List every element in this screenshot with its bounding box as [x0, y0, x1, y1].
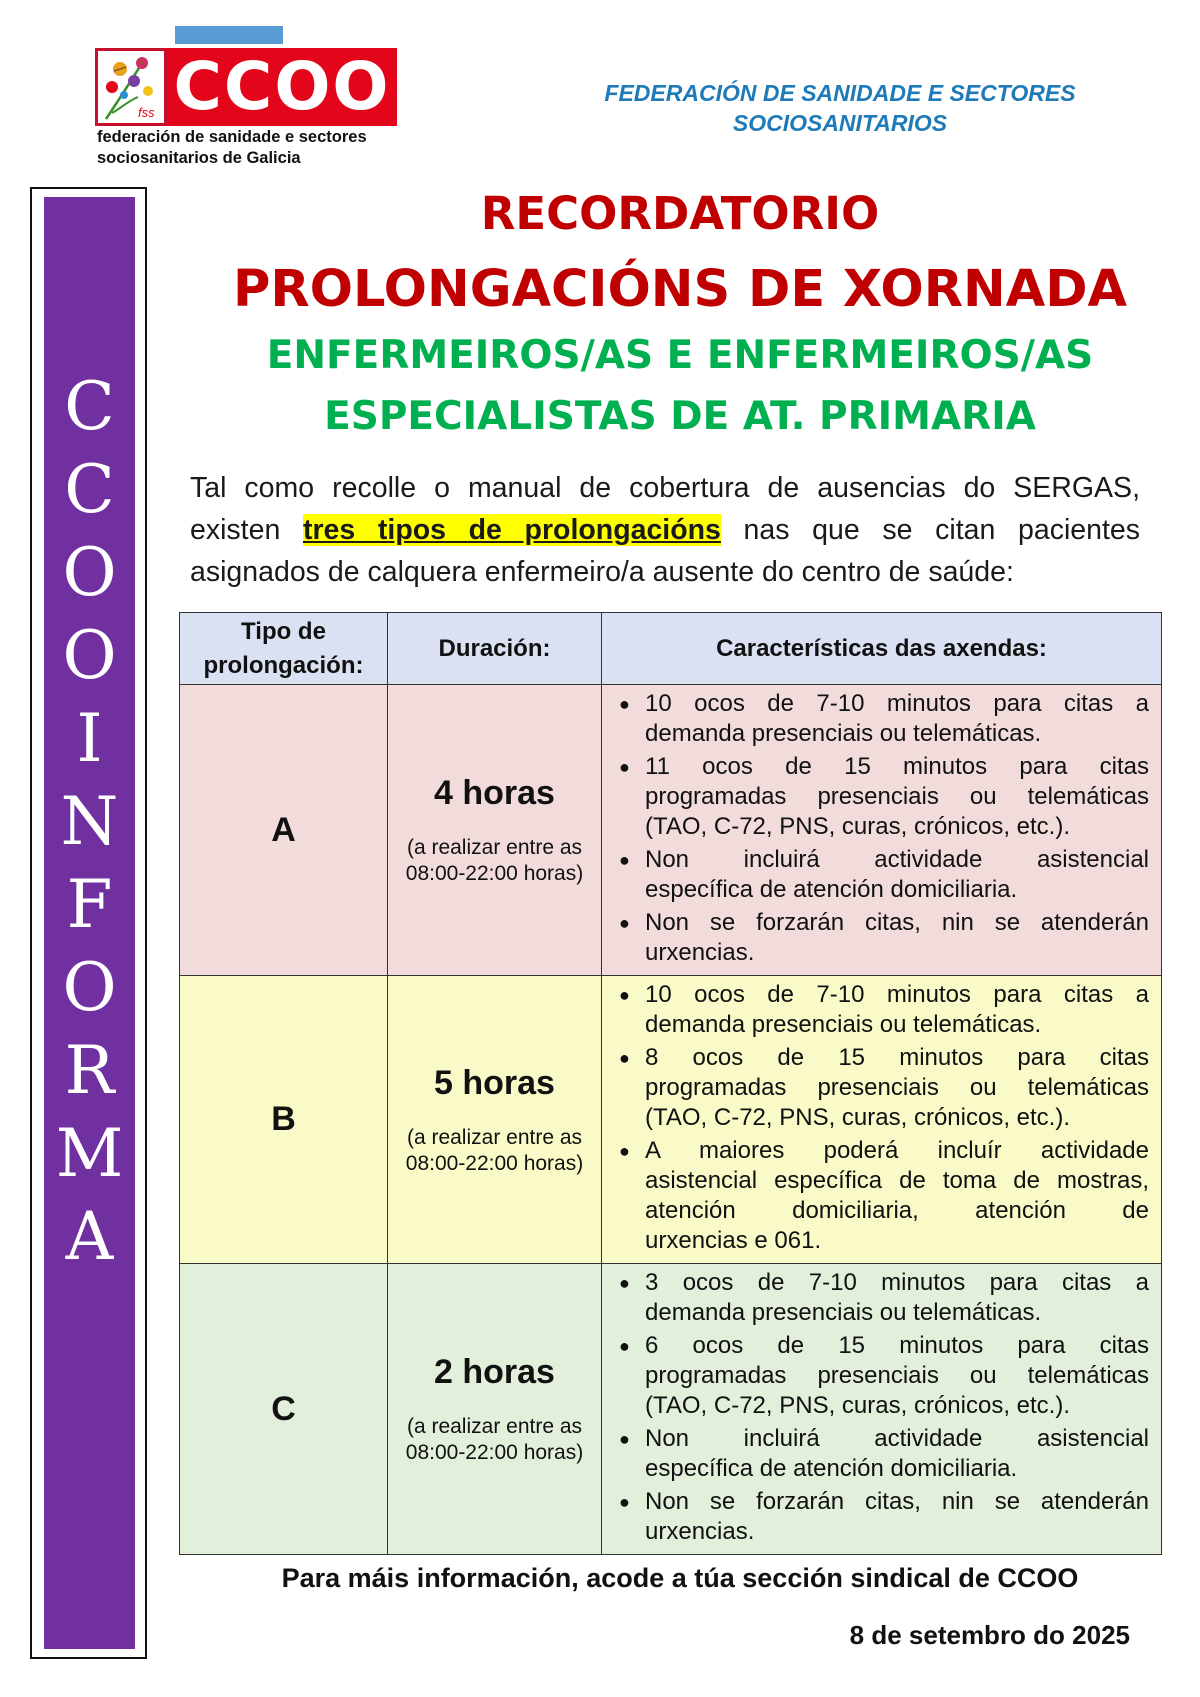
- side-letter: C: [64, 368, 115, 445]
- header-tipo: Tipo de prolongación:: [180, 613, 388, 685]
- cell-caracteristicas: [602, 1264, 1162, 1555]
- bullet-icon: ●: [619, 1336, 630, 1356]
- list-item-line: atención domiciliaria, atención de: [645, 1197, 1149, 1224]
- list-item: [610, 1136, 1149, 1256]
- federation-name: FEDERACIÓN DE SANIDADE E SECTORES SOCIOSANITARIOS: [604, 80, 1076, 136]
- list-item: [610, 1424, 1149, 1484]
- side-letter: O: [62, 534, 117, 611]
- list-item-line: 11 ocos de 15 minutos para citas: [645, 753, 1149, 780]
- list-item-line: (TAO, C-72, PNS, curas, crónicos, etc.).: [645, 813, 1070, 840]
- list-item-line: 6 ocos de 15 minutos para citas: [645, 1332, 1149, 1359]
- caracteristicas-list: [610, 980, 1149, 1256]
- logo-caption: federación de sanidade e sectores sociosanitarios de Galicia: [97, 128, 367, 167]
- list-item-line: 8 ocos de 15 minutos para citas: [645, 1044, 1149, 1071]
- cell-duracion: [388, 685, 602, 976]
- list-item-line: programadas presenciais ou telemáticas: [645, 1074, 1149, 1101]
- prolongation-table: [179, 612, 1162, 1555]
- bullet-icon: ●: [619, 1048, 630, 1068]
- list-item-line: urxencias.: [645, 939, 755, 966]
- list-item-line: programadas presenciais ou telemáticas: [645, 783, 1149, 810]
- subtitle-enfermeiros: ENFERMEIROS/AS E ENFERMEIROS/AS: [266, 333, 1094, 378]
- list-item-line: específica de atención domiciliaria.: [645, 876, 1018, 903]
- subtitle-especialistas: ESPECIALISTAS DE AT. PRIMARIA: [324, 394, 1036, 439]
- table-row: [180, 685, 1162, 976]
- bullet-icon: ●: [619, 985, 630, 1005]
- bullet-icon: ●: [619, 694, 630, 714]
- bullet-icon: ●: [619, 850, 630, 870]
- bullet-icon: ●: [619, 1492, 630, 1512]
- duracion-note: (a realizar entre as 08:00-22:00 horas): [405, 836, 584, 885]
- side-letter: F: [66, 866, 113, 943]
- header-caracteristicas: Características das axendas:: [602, 613, 1162, 685]
- cell-caracteristicas: [602, 976, 1162, 1264]
- side-letter: A: [65, 1198, 114, 1275]
- table-row: [180, 1264, 1162, 1555]
- list-item-line: asistencial específica de toma de mostras,: [645, 1167, 1149, 1194]
- side-letter: R: [64, 1032, 115, 1109]
- list-item-line: Non se forzarán citas, nin se atenderán: [645, 909, 1149, 936]
- table-header-row: [180, 613, 1162, 685]
- list-item-line: Non incluirá actividade asistencial: [645, 846, 1149, 873]
- cell-duracion: [388, 1264, 602, 1555]
- bullet-icon: ●: [619, 1141, 630, 1161]
- intro-line: Tal como recolle o manual de cobertura de ausencias do SERGAS,: [190, 472, 1140, 504]
- header-duracion: Duración:: [388, 613, 602, 685]
- list-item-line: programadas presenciais ou telemáticas: [645, 1362, 1149, 1389]
- cell-tipo: C: [180, 1264, 388, 1555]
- side-letter: O: [62, 617, 117, 694]
- list-item-line: urxencias.: [645, 1518, 755, 1545]
- duracion-hours: 5 horas: [434, 1063, 555, 1102]
- side-banner-text: [44, 365, 135, 1278]
- list-item-line: 10 ocos de 7-10 minutos para citas a: [645, 690, 1149, 717]
- list-item: [610, 1487, 1149, 1547]
- list-item-line: 10 ocos de 7-10 minutos para citas a: [645, 981, 1149, 1008]
- list-item: [610, 845, 1149, 905]
- duracion-hours: 2 horas: [434, 1353, 555, 1391]
- list-item: [610, 908, 1149, 968]
- list-item: [610, 1043, 1149, 1133]
- bullet-icon: ●: [619, 1273, 630, 1293]
- title-prolongacions: PROLONGACIÓNS DE XORNADA: [233, 260, 1127, 319]
- list-item: [610, 1268, 1149, 1328]
- highlight-tres-tipos: tres tipos de prolongacións: [302, 514, 721, 546]
- logo-stripe: [175, 26, 283, 44]
- ccoo-logo: [167, 48, 397, 126]
- bullet-icon: ●: [619, 1429, 630, 1449]
- list-item-line: A maiores poderá incluír actividade: [645, 1137, 1149, 1164]
- intro-paragraph: [190, 467, 1140, 593]
- list-item-line: (TAO, C-72, PNS, curas, crónicos, etc.).: [645, 1392, 1070, 1419]
- list-item-line: demanda presenciais ou telemáticas.: [645, 1011, 1042, 1038]
- cell-duracion: [388, 976, 602, 1264]
- duracion-note: (a realizar entre as 08:00-22:00 horas): [405, 1415, 584, 1464]
- list-item-line: 3 ocos de 7-10 minutos para citas a: [645, 1269, 1149, 1296]
- caracteristicas-list: [610, 689, 1149, 968]
- intro-line: asignados de calquera enfermeiro/a ausente do centro de saúde:: [190, 556, 1014, 588]
- cell-tipo: B: [180, 976, 388, 1264]
- intro-text: nas que se citan pacientes: [720, 514, 1140, 546]
- list-item-line: específica de atención domiciliaria.: [645, 1455, 1018, 1482]
- footer-date: 8 de setembro do 2025: [849, 1620, 1130, 1650]
- logo-fss-text: fss: [138, 105, 155, 120]
- list-item-line: urxencias e 061.: [645, 1227, 822, 1254]
- list-item: [610, 1331, 1149, 1421]
- list-item-line: Non incluirá actividade asistencial: [645, 1425, 1149, 1452]
- list-item-line: demanda presenciais ou telemáticas.: [645, 1299, 1042, 1326]
- ccoo-logo-text: CCOO: [173, 48, 391, 125]
- list-item: [610, 689, 1149, 749]
- side-letter: N: [60, 783, 119, 860]
- cell-caracteristicas: [602, 685, 1162, 976]
- bullet-icon: ●: [619, 913, 630, 933]
- duracion-hours: 4 horas: [434, 774, 555, 812]
- intro-text: existen: [190, 514, 303, 546]
- side-letter: M: [55, 1115, 124, 1192]
- caracteristicas-list: [610, 1268, 1149, 1547]
- list-item-line: (TAO, C-72, PNS, curas, crónicos, etc.).: [645, 1104, 1070, 1131]
- flowers-logo-icon: [95, 48, 167, 126]
- side-letter: I: [76, 700, 103, 777]
- cell-tipo: A: [180, 685, 388, 976]
- table-row: [180, 976, 1162, 1264]
- bullet-icon: ●: [619, 757, 630, 777]
- list-item-line: demanda presenciais ou telemáticas.: [645, 720, 1042, 747]
- footer-info: Para máis información, acode a túa sección sindical de CCOO: [281, 1563, 1079, 1593]
- list-item: [610, 980, 1149, 1040]
- intro-line: [190, 509, 1140, 551]
- side-letter: C: [64, 451, 115, 528]
- side-letter: O: [62, 949, 117, 1026]
- list-item-line: Non se forzarán citas, nin se atenderán: [645, 1488, 1149, 1515]
- list-item: [610, 752, 1149, 842]
- duracion-note: (a realizar entre as 08:00-22:00 horas): [405, 1125, 584, 1175]
- title-recordatorio: RECORDATORIO: [480, 187, 880, 240]
